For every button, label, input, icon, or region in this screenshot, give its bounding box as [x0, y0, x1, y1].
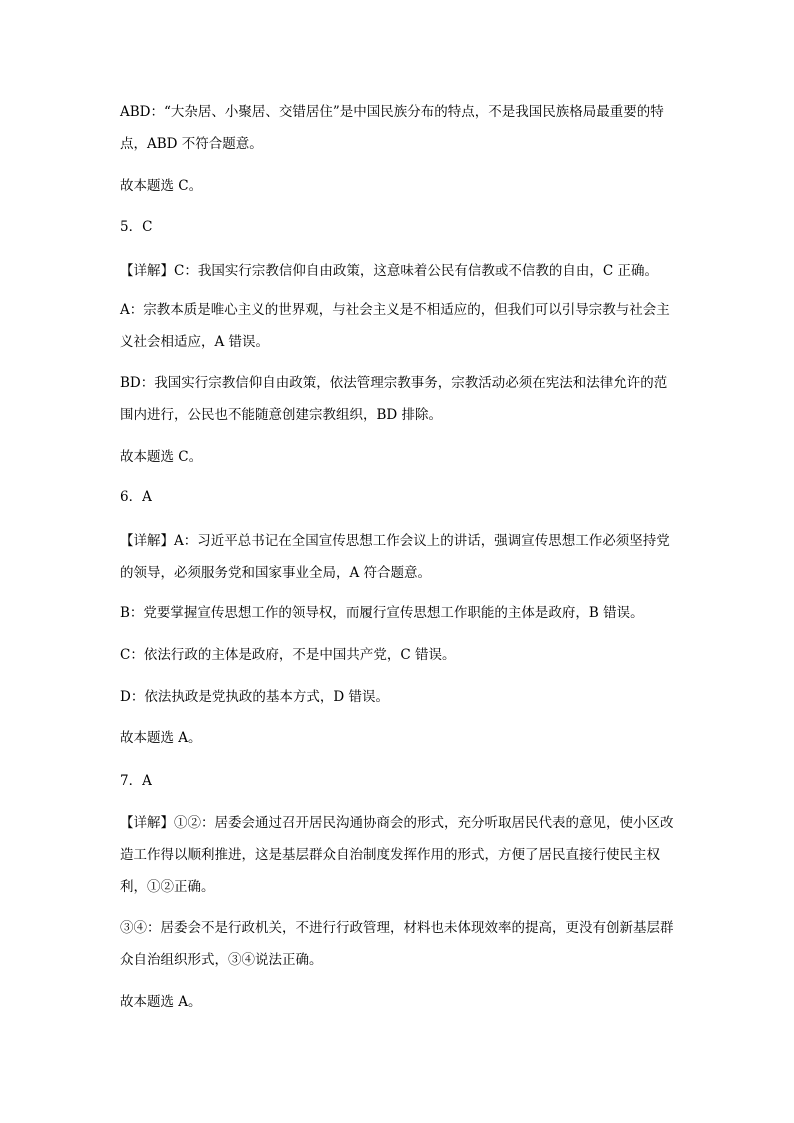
- paragraph-q6-option-c: C：依法行政的主体是政府，不是中国共产党，C 错误。: [120, 647, 456, 663]
- paragraph-q6-option-b: B：党要掌握宣传思想工作的领导权，而履行宣传思想工作职能的主体是政府，B 错误。: [120, 605, 644, 621]
- paragraph-answer-6: 故本题选 A。: [120, 730, 202, 746]
- question-7-answer: 7．A: [120, 773, 152, 789]
- paragraph-answer-5: 故本题选 C。: [120, 449, 203, 465]
- paragraph-q7-detail: 【详解】①②：居委会通过召开居民沟通协商会的形式，充分听取居民代表的意见，使小区改造工作得以顺利推进，这是基层群众自治制度发挥作用的形式，方便了居民直接行使民主权利，①②正确。: [120, 815, 674, 895]
- question-5-answer: 5．C: [120, 219, 153, 235]
- paragraph-q5-option-bd: BD：我国实行宗教信仰自由政策，依法管理宗教事务，宗教活动必须在宪法和法律允许的范围内进行，公民也不能随意创建宗教组织，BD 排除。: [120, 375, 668, 423]
- paragraph-q5-option-a: A：宗教本质是唯心主义的世界观，与社会主义是不相适应的，但我们可以引导宗教与社会主义社会相适应，A 错误。: [120, 302, 670, 350]
- paragraph-answer-7: 故本题选 A。: [120, 994, 202, 1010]
- paragraph-answer-4: 故本题选 C。: [120, 178, 203, 194]
- paragraph-q7-option-34: ③④：居委会不是行政机关，不进行行政管理，材料也未体现效率的提高，更没有创新基层群众自治组织形式，③④说法正确。: [120, 920, 674, 968]
- paragraph-q6-detail: 【详解】A：习近平总书记在全国宣传思想工作会议上的讲话，强调宣传思想工作必须坚持党的领导，必须服务党和国家事业全局，A 符合题意。: [120, 533, 670, 581]
- paragraph-q5-detail: 【详解】C：我国实行宗教信仰自由政策，这意味着公民有信教或不信教的自由，C 正确。: [120, 263, 658, 279]
- paragraph-abd-analysis: ABD：“大杂居、小聚居、交错居住”是中国民族分布的特点，不是我国民族格局最重要的特点，ABD 不符合题意。: [120, 104, 664, 152]
- question-6-answer: 6．A: [120, 489, 152, 505]
- paragraph-q6-option-d: D：依法执政是党执政的基本方式，D 错误。: [120, 689, 389, 705]
